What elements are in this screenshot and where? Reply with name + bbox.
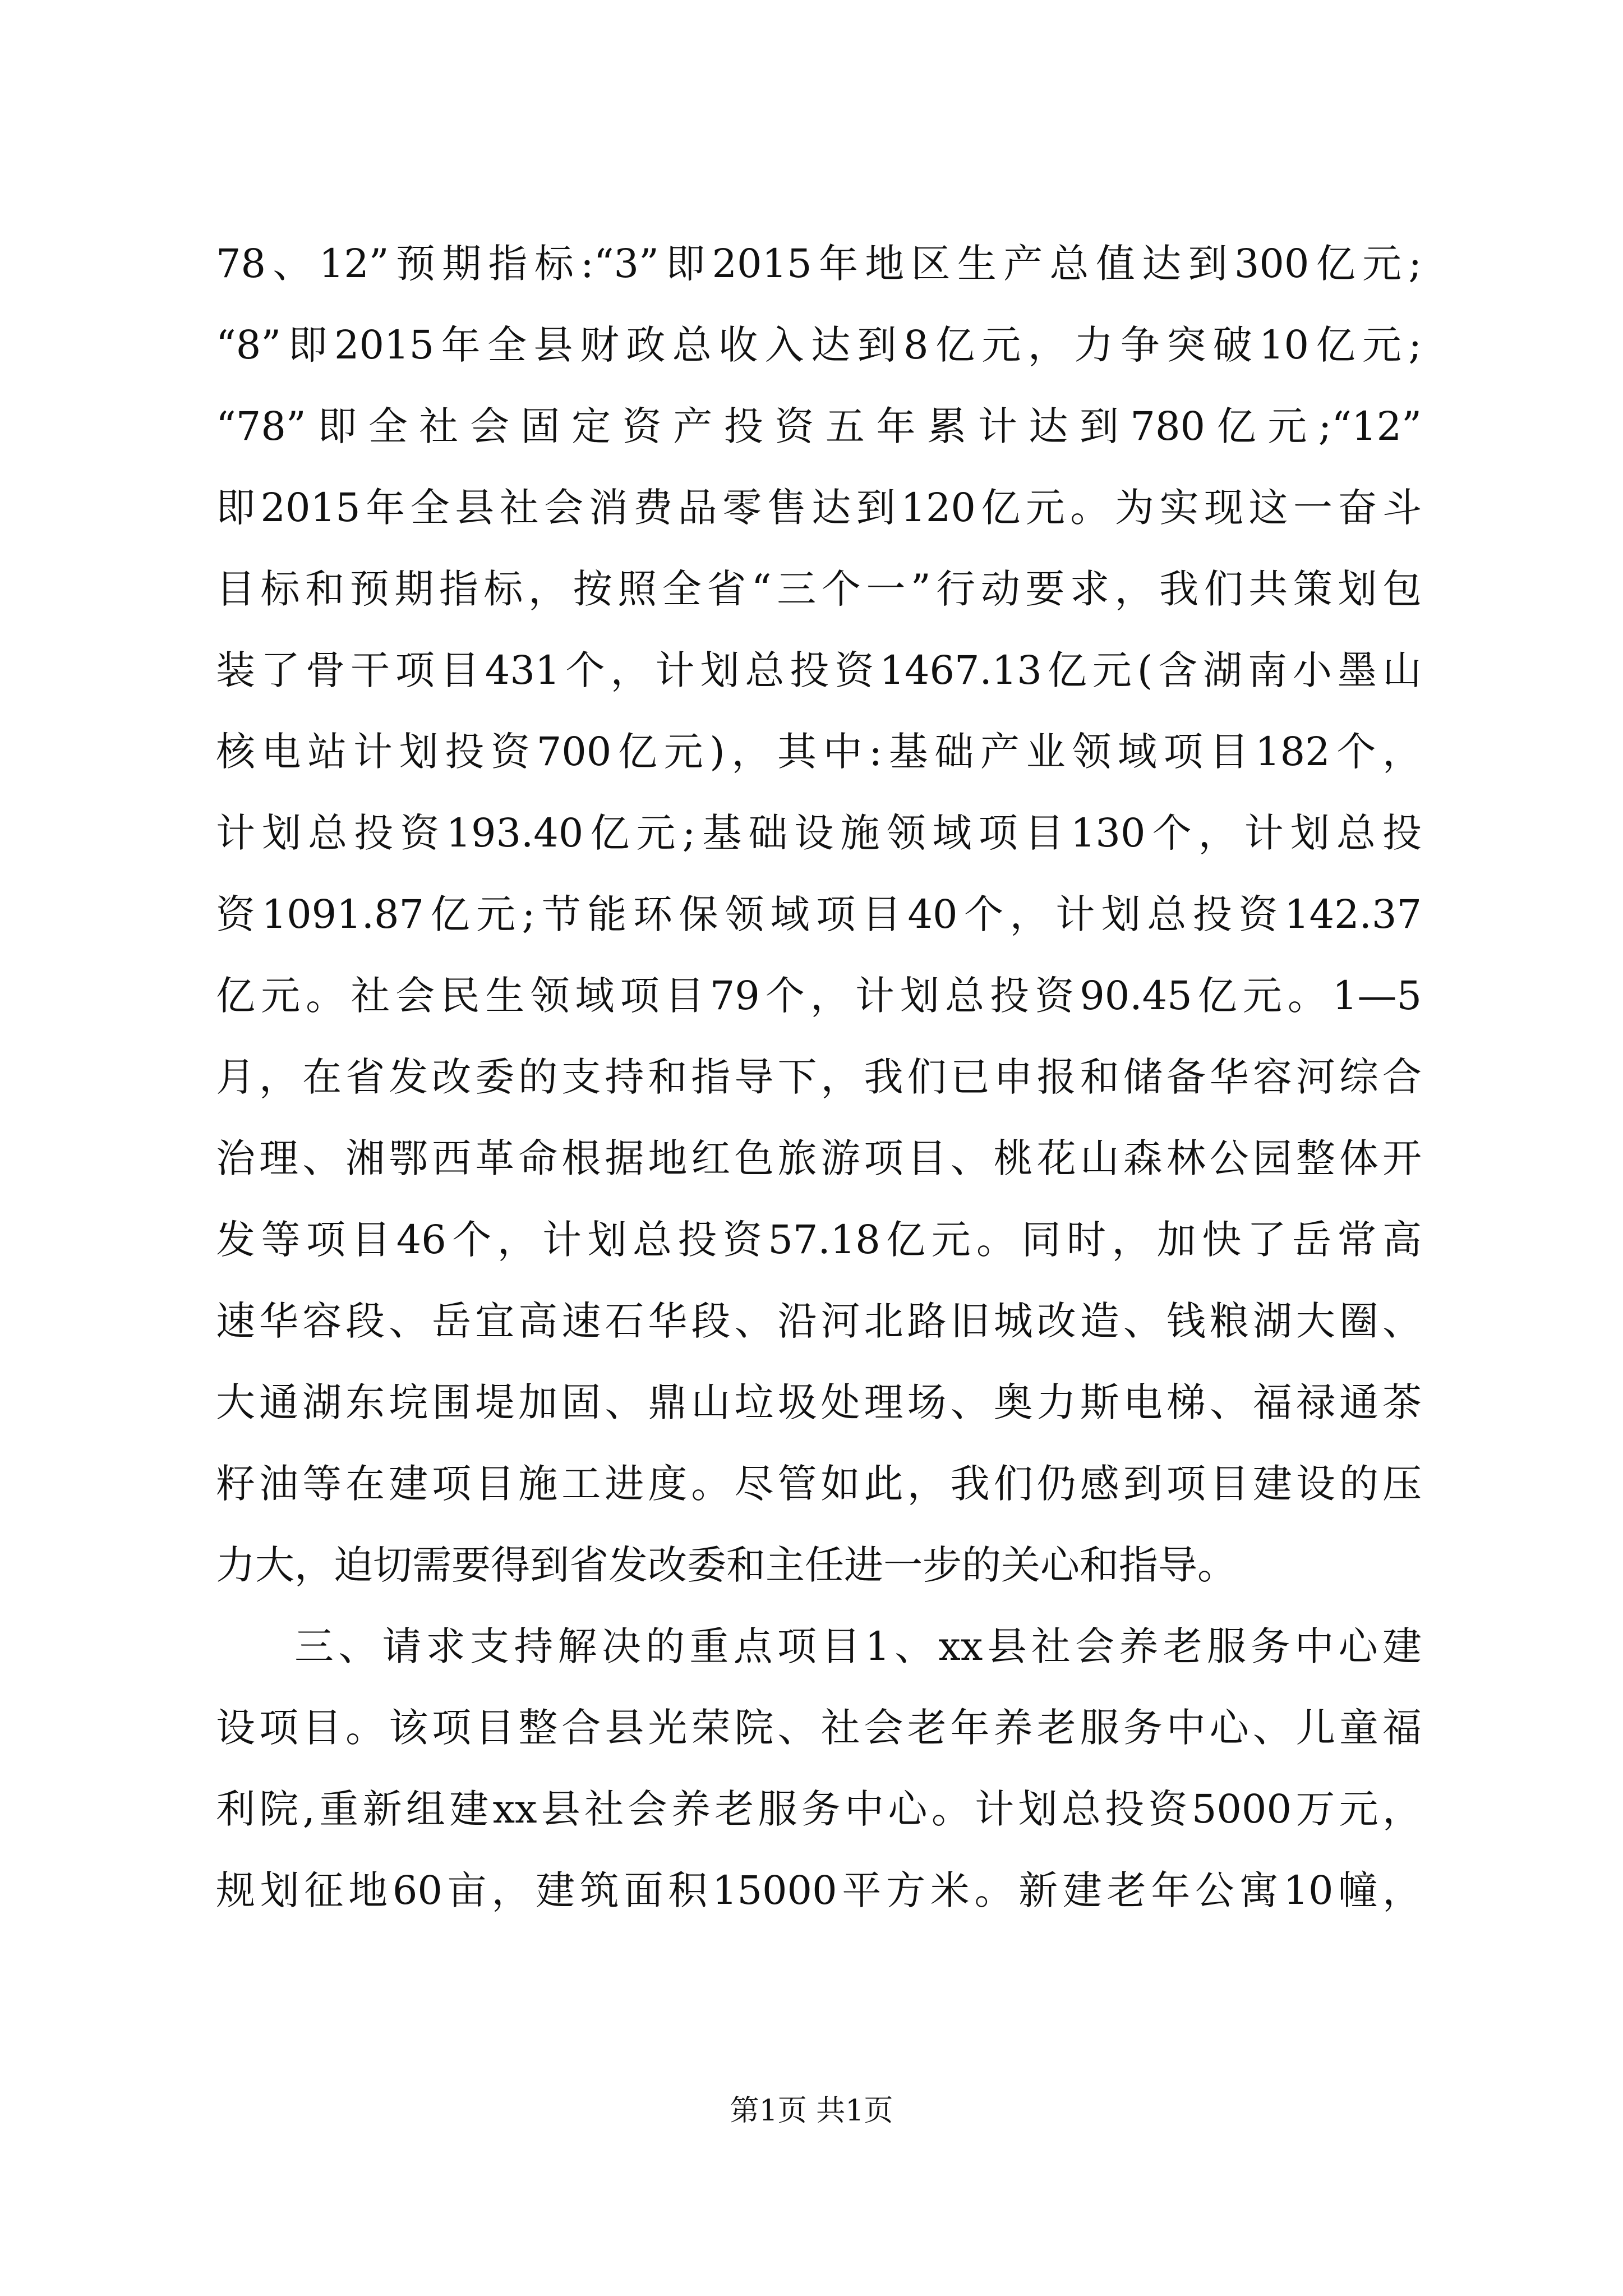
text-line: 设项目。该项目整合县光荣院、社会老年养老服务中心、儿童福: [216, 1705, 1422, 1751]
section-heading-line: 三、请求支持解决的重点项目1、xx县社会养老服务中心建: [294, 1623, 1422, 1669]
text-line: 资1091.87亿元;节能环保领域项目40个，计划总投资142.37: [216, 891, 1422, 937]
text-line: 装了骨干项目431个，计划总投资1467.13亿元(含湖南小墨山: [216, 647, 1422, 693]
text-line: “8”即2015年全县财政总收入达到8亿元，力争突破10亿元;: [216, 322, 1422, 368]
text-line: 发等项目46个，计划总投资57.18亿元。同时，加快了岳常高: [216, 1217, 1422, 1263]
text-line: 目标和预期指标，按照全省“三个一”行动要求，我们共策划包: [216, 566, 1422, 612]
text-line: 计划总投资193.40亿元;基础设施领域项目130个，计划总投: [216, 810, 1422, 856]
text-line: “78”即全社会固定资产投资五年累计达到780亿元;“12”: [216, 403, 1422, 449]
text-line: 月，在省发改委的支持和指导下，我们已申报和储备华容河综合: [216, 1054, 1422, 1100]
text-line: 核电站计划投资700亿元)，其中:基础产业领域项目182个，: [216, 729, 1422, 775]
document-body: [216, 223, 1422, 1931]
text-line: 规划征地60亩，建筑面积15000平方米。新建老年公寓10幢，: [216, 1867, 1422, 1913]
text-line: 力大，迫切需要得到省发改委和主任进一步的关心和指导。: [216, 1542, 1237, 1588]
text-line: 速华容段、岳宜高速石华段、沿河北路旧城改造、钱粮湖大圈、: [216, 1298, 1422, 1344]
page-footer: 第1页 共1页: [730, 2094, 893, 2128]
text-line: 亿元。社会民生领域项目79个，计划总投资90.45亿元。1—5: [216, 973, 1422, 1019]
text-line: 治理、湘鄂西革命根据地红色旅游项目、桃花山森林公园整体开: [216, 1135, 1422, 1181]
text-line: 78、12”预期指标:“3”即2015年地区生产总值达到300亿元;: [216, 241, 1422, 287]
text-line: 即2015年全县社会消费品零售达到120亿元。为实现这一奋斗: [216, 485, 1422, 531]
text-line: 利院,重新组建xx县社会养老服务中心。计划总投资5000万元，: [216, 1786, 1422, 1832]
text-line: 籽油等在建项目施工进度。尽管如此，我们仍感到项目建设的压: [216, 1461, 1422, 1507]
text-line: 大通湖东垸围堤加固、鼎山垃圾处理场、奥力斯电梯、福禄通茶: [216, 1379, 1422, 1425]
